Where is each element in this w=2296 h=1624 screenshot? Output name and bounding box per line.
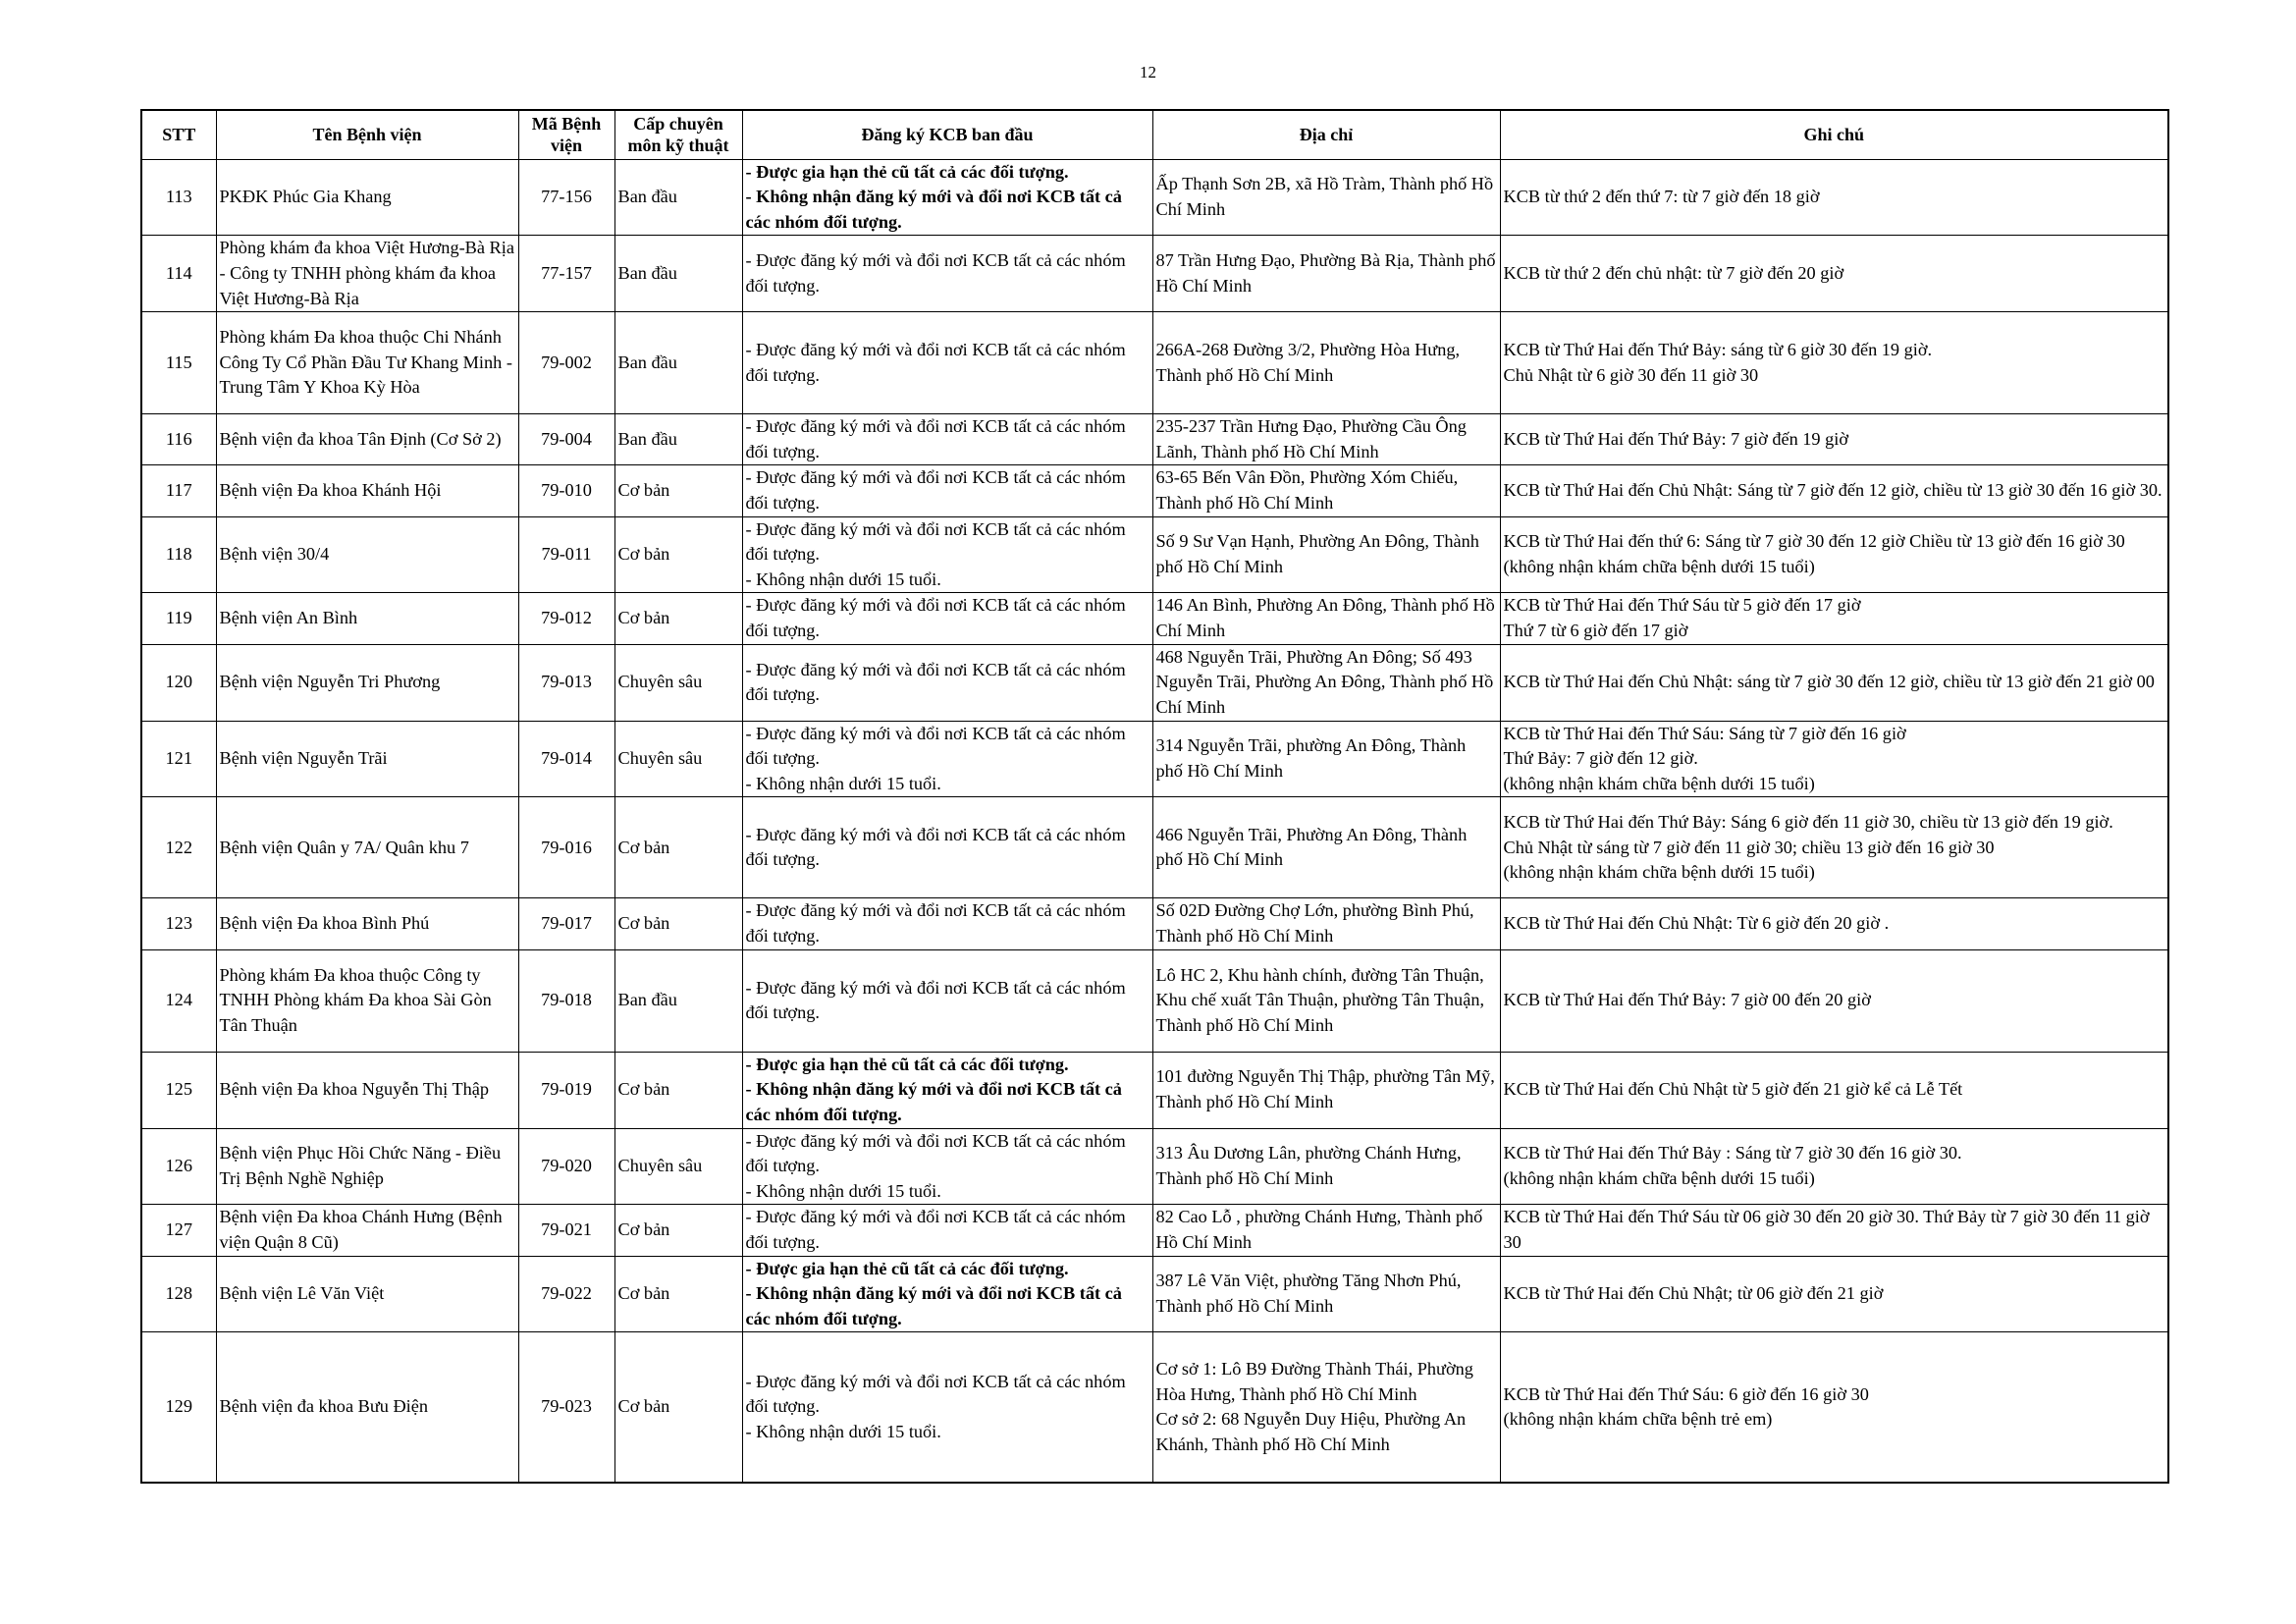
row-hospital-name	[216, 414, 518, 465]
hospital-code: 79-017	[541, 913, 592, 934]
row-stt	[141, 949, 216, 1052]
registration-line: - Không nhận đăng ký mới và đổi nơi KCB tất cả các nhóm đối tượng.	[745, 1079, 1122, 1124]
row-notes	[1500, 1128, 2168, 1205]
row-address	[1152, 465, 1500, 516]
row-hospital-code	[518, 312, 614, 414]
registration-line: - Được đăng ký mới và đổi nơi KCB tất cả các nhóm đối tượng.	[745, 340, 1126, 385]
registration-line: - Được đăng ký mới và đổi nơi KCB tất cả các nhóm đối tượng.	[745, 824, 1126, 870]
address-text: 313 Âu Dương Lân, phường Chánh Hưng, Thành phố Hồ Chí Minh	[1155, 1143, 1462, 1188]
technical-level: Chuyên sâu	[617, 672, 703, 692]
technical-level: Cơ bản	[617, 837, 670, 857]
hospital-name: Bệnh viện An Bình	[219, 608, 358, 628]
note-line: KCB từ Thứ Hai đến Chủ Nhật: Từ 6 giờ đến 20 giờ .	[1503, 913, 1890, 934]
registration-line: - Được đăng ký mới và đổi nơi KCB tất cả các nhóm đối tượng.	[745, 1371, 1126, 1417]
header-address: Địa chỉ	[1152, 110, 1500, 159]
note-line: (không nhận khám chữa bệnh dưới 15 tuổi)	[1503, 773, 1815, 793]
hospital-code: 79-020	[541, 1156, 592, 1176]
row-hospital-name	[216, 644, 518, 721]
address-text: 82 Cao Lỗ , phường Chánh Hưng, Thành phố Hồ Chí Minh	[1155, 1207, 1483, 1252]
hospital-name: Phòng khám Đa khoa thuộc Công ty TNHH Phòng khám Đa khoa Sài Gòn Tân Thuận	[219, 964, 492, 1035]
row-notes	[1500, 312, 2168, 414]
row-technical-level	[614, 949, 742, 1052]
row-address	[1152, 1128, 1500, 1205]
row-address	[1152, 516, 1500, 593]
address-text: 466 Nguyễn Trãi, Phường An Đông, Thành phố Hồ Chí Minh	[1155, 824, 1468, 870]
row-hospital-name	[216, 1256, 518, 1332]
hospital-name: Bệnh viện đa khoa Tân Định (Cơ Sở 2)	[219, 428, 502, 449]
row-registration	[742, 593, 1152, 644]
row-registration	[742, 1128, 1152, 1205]
row-address	[1152, 159, 1500, 236]
table-row	[141, 236, 2168, 312]
hospital-name: Bệnh viện Quân y 7A/ Quân khu 7	[219, 837, 469, 857]
hospital-code: 79-013	[541, 672, 592, 692]
row-address	[1152, 1205, 1500, 1256]
row-notes	[1500, 1205, 2168, 1256]
row-stt	[141, 465, 216, 516]
stt-value: 117	[165, 480, 192, 501]
table-row	[141, 1052, 2168, 1128]
note-line: Thứ Bảy: 7 giờ đến 12 giờ.	[1503, 748, 1698, 769]
row-notes	[1500, 644, 2168, 721]
address-text: 314 Nguyễn Trãi, phường An Đông, Thành phố Hồ Chí Minh	[1155, 735, 1467, 782]
address-text: Lô HC 2, Khu hành chính, đường Tân Thuận, Khu chế xuất Tân Thuận, phường Tân Thuận, Thành phố Hồ Chí Minh	[1155, 964, 1485, 1035]
table-row	[141, 797, 2168, 898]
row-stt	[141, 898, 216, 949]
note-line: KCB từ thứ 2 đến thứ 7: từ 7 giờ đến 18 giờ	[1503, 187, 1820, 207]
row-technical-level	[614, 1205, 742, 1256]
row-hospital-name	[216, 949, 518, 1052]
table-row	[141, 159, 2168, 236]
note-line: KCB từ Thứ Hai đến Chủ Nhật: sáng từ 7 giờ 30 đến 12 giờ, chiều từ 13 giờ đến 21 giờ 00	[1503, 672, 2155, 692]
row-hospital-code	[518, 1128, 614, 1205]
hospital-name: Bệnh viện Nguyễn Tri Phương	[219, 672, 441, 692]
header-hospital-code: Mã Bệnh viện	[518, 110, 614, 159]
row-notes	[1500, 1256, 2168, 1332]
row-address	[1152, 898, 1500, 949]
row-notes	[1500, 949, 2168, 1052]
technical-level: Cơ bản	[617, 1079, 670, 1100]
header-registration: Đăng ký KCB ban đầu	[742, 110, 1152, 159]
address-text: Ấp Thạnh Sơn 2B, xã Hồ Tràm, Thành phố Hồ Chí Minh	[1155, 174, 1494, 219]
stt-value: 123	[165, 913, 192, 934]
registration-line: - Không nhận dưới 15 tuổi.	[745, 1180, 941, 1201]
hospital-name: Bệnh viện Đa khoa Chánh Hưng (Bệnh viện Quận 8 Cũ)	[219, 1207, 503, 1252]
row-hospital-code	[518, 159, 614, 236]
row-stt	[141, 1052, 216, 1128]
stt-value: 121	[165, 748, 192, 769]
registration-line: - Được đăng ký mới và đổi nơi KCB tất cả các nhóm đối tượng.	[745, 1207, 1126, 1252]
hospital-name: Bệnh viện Lê Văn Việt	[219, 1283, 385, 1304]
note-line: KCB từ Thứ Hai đến Thứ Sáu từ 5 giờ đến 17 giờ	[1503, 595, 1861, 616]
hospital-code: 79-014	[541, 748, 592, 769]
hospital-name: Bệnh viện Đa khoa Bình Phú	[219, 913, 430, 934]
note-line: (không nhận khám chữa bệnh dưới 15 tuổi)	[1503, 557, 1815, 576]
row-hospital-name	[216, 1205, 518, 1256]
table-row	[141, 1332, 2168, 1483]
registration-line: - Được đăng ký mới và đổi nơi KCB tất cả các nhóm đối tượng.	[745, 659, 1126, 705]
row-notes	[1500, 593, 2168, 644]
technical-level: Cơ bản	[617, 544, 670, 565]
row-hospital-name	[216, 516, 518, 593]
row-hospital-name	[216, 159, 518, 236]
row-hospital-name	[216, 1128, 518, 1205]
row-technical-level	[614, 1332, 742, 1483]
stt-value: 119	[165, 608, 192, 628]
stt-value: 129	[165, 1396, 192, 1417]
table-row	[141, 1205, 2168, 1256]
row-hospital-name	[216, 1332, 518, 1483]
row-stt	[141, 414, 216, 465]
row-hospital-name	[216, 1052, 518, 1128]
hospital-code: 79-021	[541, 1219, 592, 1240]
row-hospital-code	[518, 236, 614, 312]
row-technical-level	[614, 1128, 742, 1205]
row-stt	[141, 159, 216, 236]
header-stt: STT	[141, 110, 216, 159]
note-line: Chủ Nhật từ sáng từ 7 giờ đến 11 giờ 30; chiều 13 giờ đến 16 giờ 30	[1503, 837, 1995, 857]
row-hospital-code	[518, 1205, 614, 1256]
table-row	[141, 465, 2168, 516]
note-line: KCB từ Thứ Hai đến Chủ Nhật; từ 06 giờ đến 21 giờ	[1503, 1283, 1884, 1304]
table-row	[141, 949, 2168, 1052]
hospital-code: 79-010	[541, 480, 592, 501]
row-technical-level	[614, 721, 742, 797]
registration-line: - Được gia hạn thẻ cũ tất cả các đối tượng.	[745, 1054, 1069, 1074]
row-hospital-name	[216, 312, 518, 414]
hospital-code: 77-157	[541, 262, 592, 283]
note-line: Thứ 7 từ 6 giờ đến 17 giờ	[1503, 621, 1688, 641]
row-hospital-code	[518, 1052, 614, 1128]
table-row	[141, 312, 2168, 414]
row-registration	[742, 516, 1152, 593]
registration-line: - Không nhận đăng ký mới và đổi nơi KCB tất cả các nhóm đối tượng.	[745, 187, 1122, 232]
technical-level: Ban đầu	[617, 990, 677, 1010]
row-hospital-name	[216, 797, 518, 898]
stt-value: 113	[165, 187, 192, 207]
hospital-table	[140, 109, 2169, 1484]
registration-line: - Được đăng ký mới và đổi nơi KCB tất cả các nhóm đối tượng.	[745, 416, 1126, 461]
hospital-name: Phòng khám Đa khoa thuộc Chi Nhánh Công Ty Cổ Phần Đầu Tư Khang Minh - Trung Tâm Y Khoa Kỳ Hòa	[219, 327, 512, 398]
table-row	[141, 1128, 2168, 1205]
technical-level: Chuyên sâu	[617, 1156, 703, 1176]
address-text: 266A-268 Đường 3/2, Phường Hòa Hưng, Thành phố Hồ Chí Minh	[1155, 340, 1461, 385]
note-line: KCB từ Thứ Hai đến Thứ Sáu: 6 giờ đến 16 giờ 30	[1503, 1383, 1869, 1404]
address-text: 235-237 Trần Hưng Đạo, Phường Cầu Ông Lãnh, Thành phố Hồ Chí Minh	[1155, 416, 1467, 461]
stt-value: 127	[165, 1219, 192, 1240]
stt-value: 124	[165, 990, 192, 1010]
technical-level: Ban đầu	[617, 428, 677, 449]
header-notes: Ghi chú	[1500, 110, 2168, 159]
row-stt	[141, 236, 216, 312]
table-row	[141, 516, 2168, 593]
row-hospital-code	[518, 414, 614, 465]
row-technical-level	[614, 797, 742, 898]
registration-line: - Không nhận dưới 15 tuổi.	[745, 1421, 941, 1441]
note-line: KCB từ Thứ Hai đến Chủ Nhật từ 5 giờ đến 21 giờ kể cả Lễ Tết	[1503, 1079, 1963, 1100]
hospital-name: Bệnh viện đa khoa Bưu Điện	[219, 1396, 428, 1417]
note-line: KCB từ Thứ Hai đến Thứ Bảy: 7 giờ đến 19 giờ	[1503, 428, 1849, 449]
note-line: KCB từ Thứ Hai đến Chủ Nhật: Sáng từ 7 giờ đến 12 giờ, chiều từ 13 giờ 30 đến 16 giờ 30.	[1503, 480, 2163, 501]
registration-line: - Không nhận dưới 15 tuổi.	[745, 773, 941, 793]
hospital-name: Bệnh viện Phục Hồi Chức Năng - Điều Trị Bệnh Nghề Nghiệp	[219, 1143, 502, 1188]
row-technical-level	[614, 159, 742, 236]
registration-line: - Được gia hạn thẻ cũ tất cả các đối tượng.	[745, 1258, 1069, 1278]
row-notes	[1500, 1332, 2168, 1483]
row-stt	[141, 593, 216, 644]
address-text: 387 Lê Văn Việt, phường Tăng Nhơn Phú, Thành phố Hồ Chí Minh	[1155, 1271, 1462, 1316]
note-line: (không nhận khám chữa bệnh dưới 15 tuổi)	[1503, 1167, 1815, 1188]
table-row	[141, 644, 2168, 721]
address-text: 468 Nguyễn Trãi, Phường An Đông; Số 493 Nguyễn Trãi, Phường An Đông, Thành phố Hồ Chí Minh	[1155, 646, 1494, 717]
row-notes	[1500, 236, 2168, 312]
row-stt	[141, 1332, 216, 1483]
row-technical-level	[614, 644, 742, 721]
page-number: 12	[1140, 63, 1156, 81]
technical-level: Cơ bản	[617, 913, 670, 934]
stt-value: 128	[165, 1283, 192, 1304]
row-address	[1152, 414, 1500, 465]
address-text: 63-65 Bến Vân Đồn, Phường Xóm Chiếu, Thành phố Hồ Chí Minh	[1155, 467, 1459, 513]
address-text: Số 02D Đường Chợ Lớn, phường Bình Phú, Thành phố Hồ Chí Minh	[1155, 900, 1474, 947]
address-text: Số 9 Sư Vạn Hạnh, Phường An Đông, Thành phố Hồ Chí Minh	[1155, 531, 1479, 576]
row-address	[1152, 1052, 1500, 1128]
row-stt	[141, 1128, 216, 1205]
technical-level: Cơ bản	[617, 1219, 670, 1240]
hospital-name: Bệnh viện Đa khoa Khánh Hội	[219, 480, 442, 501]
row-stt	[141, 797, 216, 898]
hospital-code: 79-023	[541, 1396, 592, 1417]
technical-level: Ban đầu	[617, 352, 677, 372]
address-text: 87 Trần Hưng Đạo, Phường Bà Rịa, Thành phố Hồ Chí Minh	[1155, 250, 1496, 296]
row-technical-level	[614, 593, 742, 644]
registration-line: - Không nhận dưới 15 tuổi.	[745, 568, 941, 589]
row-notes	[1500, 465, 2168, 516]
row-stt	[141, 1205, 216, 1256]
row-stt	[141, 516, 216, 593]
registration-line: - Được đăng ký mới và đổi nơi KCB tất cả các nhóm đối tượng.	[745, 723, 1126, 769]
row-technical-level	[614, 312, 742, 414]
note-line: KCB từ Thứ Hai đến Thứ Sáu từ 06 giờ 30 đến 20 giờ 30. Thứ Bảy từ 7 giờ 30 đến 11 giờ 30	[1503, 1207, 2150, 1252]
row-address	[1152, 1332, 1500, 1483]
technical-level: Ban đầu	[617, 187, 677, 207]
row-address	[1152, 949, 1500, 1052]
table-row	[141, 593, 2168, 644]
hospital-name: Phòng khám đa khoa Việt Hương-Bà Rịa - Công ty TNHH phòng khám đa khoa Việt Hương-Bà Rịa	[219, 238, 514, 308]
row-hospital-name	[216, 898, 518, 949]
technical-level: Cơ bản	[617, 1283, 670, 1304]
row-hospital-code	[518, 593, 614, 644]
row-hospital-code	[518, 949, 614, 1052]
row-notes	[1500, 797, 2168, 898]
stt-value: 114	[165, 262, 192, 283]
header-row	[141, 110, 2168, 159]
technical-level: Cơ bản	[617, 608, 670, 628]
row-notes	[1500, 1052, 2168, 1128]
row-address	[1152, 644, 1500, 721]
row-registration	[742, 236, 1152, 312]
row-hospital-name	[216, 465, 518, 516]
technical-level: Cơ bản	[617, 480, 670, 501]
row-hospital-code	[518, 797, 614, 898]
hospital-name: Bệnh viện 30/4	[219, 544, 330, 565]
row-registration	[742, 1205, 1152, 1256]
row-hospital-name	[216, 721, 518, 797]
note-line: KCB từ Thứ Hai đến Thứ Bảy : Sáng từ 7 giờ 30 đến 16 giờ 30.	[1503, 1143, 1962, 1164]
row-registration	[742, 644, 1152, 721]
row-stt	[141, 644, 216, 721]
hospital-code: 79-018	[541, 990, 592, 1010]
hospital-code: 79-019	[541, 1079, 592, 1100]
row-notes	[1500, 721, 2168, 797]
row-address	[1152, 1256, 1500, 1332]
registration-line: - Được đăng ký mới và đổi nơi KCB tất cả các nhóm đối tượng.	[745, 1130, 1126, 1176]
registration-line: - Được gia hạn thẻ cũ tất cả các đối tượng.	[745, 161, 1069, 182]
technical-level: Chuyên sâu	[617, 748, 703, 769]
address-text: Cơ sở 2: 68 Nguyễn Duy Hiệu, Phường An Khánh, Thành phố Hồ Chí Minh	[1155, 1409, 1467, 1454]
row-registration	[742, 414, 1152, 465]
row-stt	[141, 1256, 216, 1332]
row-registration	[742, 721, 1152, 797]
row-technical-level	[614, 236, 742, 312]
hospital-code: 79-002	[541, 352, 592, 372]
note-line: KCB từ Thứ Hai đến Thứ Bảy: Sáng 6 giờ đến 11 giờ 30, chiều từ 13 giờ đến 19 giờ.	[1503, 812, 2113, 833]
address-text: Cơ sở 1: Lô B9 Đường Thành Thái, Phường Hòa Hưng, Thành phố Hồ Chí Minh	[1155, 1358, 1473, 1404]
row-technical-level	[614, 465, 742, 516]
row-hospital-name	[216, 236, 518, 312]
row-hospital-code	[518, 1256, 614, 1332]
stt-value: 116	[165, 428, 192, 449]
row-technical-level	[614, 1052, 742, 1128]
registration-line: - Được đăng ký mới và đổi nơi KCB tất cả các nhóm đối tượng.	[745, 900, 1126, 947]
hospital-name: Bệnh viện Nguyễn Trãi	[219, 748, 388, 769]
registration-line: - Được đăng ký mới và đổi nơi KCB tất cả các nhóm đối tượng.	[745, 518, 1126, 565]
row-technical-level	[614, 1256, 742, 1332]
note-line: KCB từ Thứ Hai đến thứ 6: Sáng từ 7 giờ 30 đến 12 giờ Chiều từ 13 giờ đến 16 giờ 30	[1503, 531, 2125, 552]
registration-line: - Được đăng ký mới và đổi nơi KCB tất cả các nhóm đối tượng.	[745, 250, 1126, 296]
row-address	[1152, 236, 1500, 312]
row-registration	[742, 1052, 1152, 1128]
row-hospital-code	[518, 516, 614, 593]
row-registration	[742, 159, 1152, 236]
row-registration	[742, 949, 1152, 1052]
stt-value: 120	[165, 672, 192, 692]
row-notes	[1500, 414, 2168, 465]
address-text: 101 đường Nguyễn Thị Thập, phường Tân Mỹ, Thành phố Hồ Chí Minh	[1155, 1066, 1495, 1112]
note-line: KCB từ thứ 2 đến chủ nhật: từ 7 giờ đến 20 giờ	[1503, 262, 1844, 283]
note-line: (không nhận khám chữa bệnh trẻ em)	[1503, 1409, 1773, 1430]
row-address	[1152, 797, 1500, 898]
note-line: (không nhận khám chữa bệnh dưới 15 tuổi)	[1503, 862, 1815, 883]
stt-value: 126	[165, 1156, 192, 1176]
row-technical-level	[614, 516, 742, 593]
header-hospital-name: Tên Bệnh viện	[216, 110, 518, 159]
row-registration	[742, 1256, 1152, 1332]
hospital-name: PKĐK Phúc Gia Khang	[219, 187, 392, 207]
hospital-code: 79-022	[541, 1283, 592, 1304]
row-registration	[742, 797, 1152, 898]
note-line: Chủ Nhật từ 6 giờ 30 đến 11 giờ 30	[1503, 364, 1759, 385]
hospital-name: Bệnh viện Đa khoa Nguyễn Thị Thập	[219, 1079, 490, 1100]
table-row	[141, 414, 2168, 465]
row-registration	[742, 898, 1152, 949]
row-notes	[1500, 516, 2168, 593]
row-hospital-name	[216, 593, 518, 644]
row-hospital-code	[518, 721, 614, 797]
note-line: KCB từ Thứ Hai đến Thứ Bảy: sáng từ 6 giờ 30 đến 19 giờ.	[1503, 340, 1933, 360]
address-text: 146 An Bình, Phường An Đông, Thành phố Hồ Chí Minh	[1155, 595, 1495, 641]
table-row	[141, 721, 2168, 797]
row-notes	[1500, 159, 2168, 236]
header-technical-level: Cấp chuyên môn kỹ thuật	[614, 110, 742, 159]
row-stt	[141, 721, 216, 797]
hospital-code: 79-012	[541, 608, 592, 628]
stt-value: 118	[165, 544, 192, 565]
row-hospital-code	[518, 465, 614, 516]
row-technical-level	[614, 898, 742, 949]
technical-level: Ban đầu	[617, 262, 677, 283]
row-registration	[742, 312, 1152, 414]
hospital-code: 79-011	[541, 544, 592, 565]
stt-value: 115	[165, 352, 192, 372]
row-hospital-code	[518, 898, 614, 949]
hospital-code: 79-004	[541, 428, 592, 449]
row-hospital-code	[518, 1332, 614, 1483]
registration-line: - Không nhận đăng ký mới và đổi nơi KCB tất cả các nhóm đối tượng.	[745, 1283, 1122, 1328]
hospital-code: 79-016	[541, 837, 592, 857]
row-address	[1152, 593, 1500, 644]
table-row	[141, 1256, 2168, 1332]
row-notes	[1500, 898, 2168, 949]
stt-value: 125	[165, 1079, 192, 1100]
stt-value: 122	[165, 837, 192, 857]
row-address	[1152, 721, 1500, 797]
row-registration	[742, 465, 1152, 516]
row-stt	[141, 312, 216, 414]
row-registration	[742, 1332, 1152, 1483]
row-address	[1152, 312, 1500, 414]
registration-line: - Được đăng ký mới và đổi nơi KCB tất cả các nhóm đối tượng.	[745, 467, 1126, 513]
hospital-code: 77-156	[541, 187, 592, 207]
note-line: KCB từ Thứ Hai đến Thứ Sáu: Sáng từ 7 giờ đến 16 giờ	[1503, 723, 1906, 743]
technical-level: Cơ bản	[617, 1396, 670, 1417]
registration-line: - Được đăng ký mới và đổi nơi KCB tất cả các nhóm đối tượng.	[745, 977, 1126, 1023]
table-row	[141, 898, 2168, 949]
registration-line: - Được đăng ký mới và đổi nơi KCB tất cả các nhóm đối tượng.	[745, 595, 1126, 641]
row-technical-level	[614, 414, 742, 465]
row-hospital-code	[518, 644, 614, 721]
note-line: KCB từ Thứ Hai đến Thứ Bảy: 7 giờ 00 đến 20 giờ	[1503, 990, 1871, 1010]
